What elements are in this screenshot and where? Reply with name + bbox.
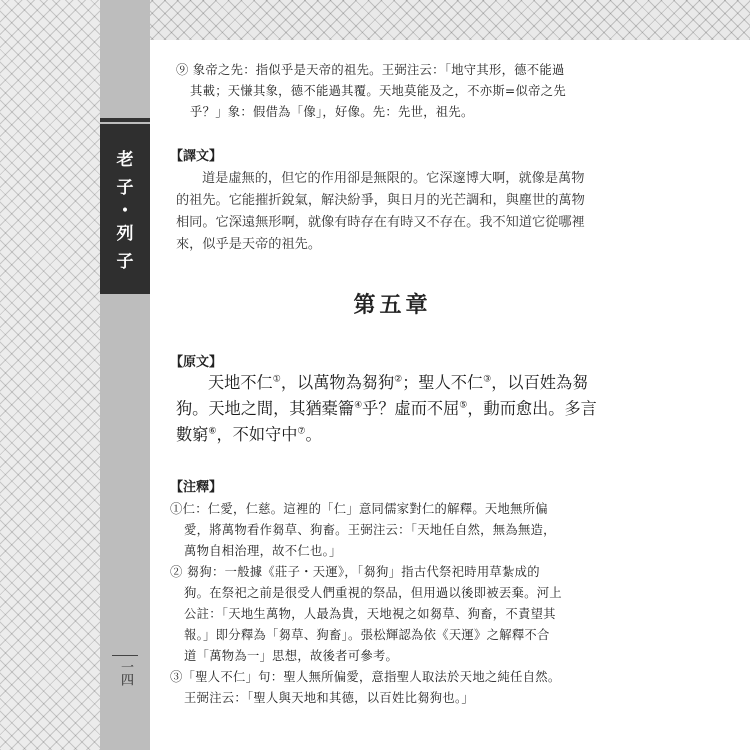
note-line: 其載；天慊其象，德不能過其覆。天地莫能及之，不亦斯=似帝之先: [190, 84, 566, 98]
note-9: [176, 60, 615, 123]
annotations-heading: 【注釋】: [170, 480, 223, 495]
note-line: ⑨ 象帝之先：指似乎是天帝的祖先。王弼注云：「地守其形，德不能過: [176, 63, 565, 77]
book-title-char: 子: [116, 178, 134, 198]
book-title-tab: [100, 124, 150, 294]
book-title-char: 老: [116, 150, 134, 170]
annotation-line: 道「萬物為一」思想，故後者可參考。: [184, 649, 399, 663]
footnote-ref[interactable]: ⑦: [297, 426, 306, 437]
annotation-line: 愛，將萬物看作芻草、狗畜。王弼注云：「天地任自然，無為無造，: [184, 523, 556, 537]
footnote-ref[interactable]: ①: [272, 374, 281, 385]
annotation-line: 王弼注云：「聖人與天地和其德，以百姓比芻狗也。」: [184, 691, 475, 705]
original-text-heading: 【原文】: [170, 355, 223, 370]
annotation-1: [170, 499, 615, 562]
sidebar-divider: [100, 118, 150, 122]
book-title-char: 列: [116, 224, 134, 244]
page-sidebar: [100, 0, 150, 750]
page-number-text: 一四: [118, 660, 133, 686]
translation-heading: 【譯文】: [170, 149, 223, 164]
book-title-char: 子: [116, 252, 134, 272]
original-line: 狗。天地之間，其猶橐籥④乎？虛而不屈⑤，動而愈出。多言: [176, 399, 597, 418]
original-text: [176, 370, 615, 448]
original-line: 數窮⑥，不如守中⑦。: [176, 425, 322, 444]
translation-line: 相同。它深遠無形啊，就像有時存在有時又不存在。我不知道它從哪裡: [176, 215, 585, 230]
book-title-dot: •: [120, 203, 130, 219]
annotation-line: ② 芻狗：一般據《莊子・天運》，「芻狗」指古代祭祀時用草紮成的: [170, 565, 540, 579]
annotation-line: 狗。在祭祀之前是很受人們重視的祭品，但用過以後即被丟棄。河上: [184, 586, 562, 600]
translation-text: [176, 168, 615, 256]
main-content: [170, 60, 615, 709]
footnote-ref[interactable]: ⑤: [459, 400, 468, 411]
page-number: [100, 655, 150, 693]
chapter-title: 第五章: [353, 292, 432, 318]
annotation-line: ③「聖人不仁」句：聖人無所偏愛，意指聖人取法於天地之純任自然。: [170, 670, 561, 684]
note-line: 乎？」象：假借為「像」，好像。先：先世，祖先。: [190, 105, 474, 119]
annotations-list: [170, 499, 615, 709]
annotation-line: 報。」即分釋為「芻草、狗畜」。張松輝認為依《天運》之解釋不合: [184, 628, 550, 642]
translation-line: 道是虛無的，但它的作用卻是無限的。它深邃博大啊，就像是萬物: [202, 171, 585, 186]
original-line: 天地不仁①，以萬物為芻狗②；聖人不仁③，以百姓為芻: [208, 373, 589, 392]
annotation-3: [170, 667, 615, 709]
page-number-rule: [112, 655, 138, 656]
annotation-line: ①仁：仁愛，仁慈。這裡的「仁」意同儒家對仁的解釋。天地無所偏: [170, 502, 548, 516]
annotation-line: 萬物自相治理，故不仁也。」: [184, 544, 342, 558]
footnote-ref[interactable]: ⑥: [208, 426, 217, 437]
decorative-left-pattern: [0, 0, 100, 750]
annotation-line: 公註：「天地生萬物，人最為貴，天地視之如芻草、狗畜，不責望其: [184, 607, 556, 621]
footnote-ref[interactable]: ④: [354, 400, 363, 411]
translation-line: 的祖先。它能摧折銳氣，解決紛爭，與日月的光芒調和，與塵世的萬物: [176, 193, 585, 208]
translation-line: 來，似乎是天帝的祖先。: [176, 237, 322, 252]
annotation-2: [170, 562, 615, 667]
footnote-ref[interactable]: ③: [483, 374, 492, 385]
footnote-ref[interactable]: ②: [394, 374, 403, 385]
